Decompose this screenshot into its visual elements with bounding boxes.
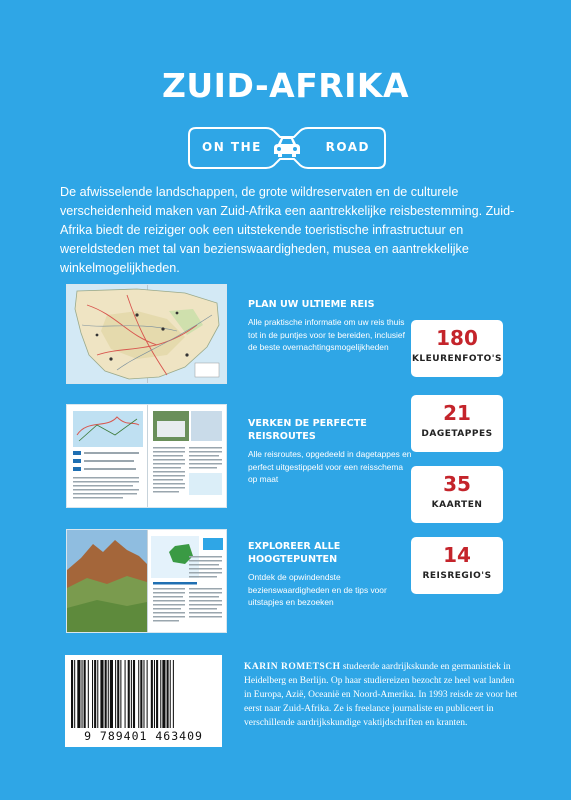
badge-label-left: ON THE: [202, 140, 262, 154]
barcode-stripe: [92, 660, 93, 728]
feature-text: Alle praktische informatie om uw reis thuis tot in de puntjes voor te bereiden, inclusief de beste overnachtingsmogelijkheden: [248, 317, 405, 352]
barcode-stripe: [133, 660, 135, 728]
stat-regions: [411, 537, 503, 594]
barcode-stripe: [105, 660, 107, 728]
barcode-stripe: [147, 660, 148, 728]
barcode: [65, 655, 222, 747]
isbn-number: 9 789401 463409: [84, 729, 203, 743]
author-name: KARIN ROMETSCH: [244, 662, 341, 672]
stat-unit: DAGETAPPES: [421, 429, 493, 439]
highlights-pages-image: [67, 530, 227, 633]
barcode-stripe: [125, 660, 126, 728]
feature-routes: [248, 417, 413, 486]
barcode-stripe: [110, 660, 113, 728]
barcode-stripe: [82, 660, 83, 728]
barcode-bars: [71, 660, 216, 728]
feature-text: Ontdek de opwindendste bezienswaardigheden en de tips voor uitstapjes en bezoeken: [248, 572, 387, 607]
route-pages-image: [67, 405, 227, 508]
stat-photos: [411, 320, 503, 377]
barcode-stripe: [128, 660, 130, 728]
map-image: [67, 285, 227, 384]
intro-text: De afwisselende landschappen, de grote wildreservaten en de culturele verscheidenheid maken van Zuid-Afrika een aantrekkelijke reisbestemming. Zuid-Afrika biedt de reiziger ook een uitstekende toeristische infrastructuur en wereldsteden met tal van bezienswaardigheden, musea en aantrekkelijke winkelmogelijkheden.: [60, 185, 515, 275]
barcode-stripe: [88, 660, 89, 728]
barcode-stripe: [138, 660, 139, 728]
feature-plan: [248, 298, 413, 354]
barcode-stripe: [117, 660, 119, 728]
barcode-stripe: [115, 660, 116, 728]
barcode-stripe: [100, 660, 103, 728]
stat-unit: KAARTEN: [431, 500, 483, 510]
feature-highlights: [248, 540, 413, 609]
feature-title: EXPLOREER ALLE HOOGTEPUNTEN: [248, 541, 341, 565]
barcode-stripe: [140, 660, 142, 728]
book-title: ZUID-AFRIKA: [161, 66, 410, 105]
barcode-stripe: [97, 660, 98, 728]
stat-number: 180: [436, 326, 478, 350]
map-spread-thumbnail: [66, 284, 227, 384]
route-spread-thumbnail: [66, 404, 227, 508]
on-the-road-badge: [188, 127, 386, 169]
barcode-stripe: [156, 660, 158, 728]
barcode-stripe: [154, 660, 155, 728]
author-bio-text: studeerde aardrijkskunde en germanistiek in Heidelberg en Berlijn. Op haar studiereizen bezocht ze heel wat landen in Europa, Azië, Oceanië en Noord-Amerika. In 1993 reisde ze voor het eerst naar Zuid-Afrika. Ze is freelance journaliste en publiceert in verschillende aardrijkskundige vaktijdschriften en kranten.: [244, 662, 518, 728]
feature-title: VERKEN DE PERFECTE REISROUTES: [248, 418, 367, 442]
barcode-stripe: [108, 660, 109, 728]
car-icon: [272, 135, 302, 161]
barcode-stripe: [84, 660, 86, 728]
barcode-stripe: [151, 660, 153, 728]
feature-text: Alle reisroutes, opgedeeld in dagetappes en perfect uitgestippeld voor een reisschema op maat: [248, 449, 412, 484]
barcode-stripe: [170, 660, 171, 728]
highlights-spread-thumbnail: [66, 529, 227, 633]
barcode-stripe: [143, 660, 144, 728]
barcode-stripe: [77, 660, 80, 728]
barcode-stripe: [173, 660, 174, 728]
stat-day-stages: [411, 395, 503, 452]
barcode-stripe: [131, 660, 132, 728]
barcode-stripe: [160, 660, 161, 728]
author-bio: [244, 660, 519, 730]
feature-title: PLAN UW ULTIEME REIS: [248, 299, 375, 310]
barcode-stripe: [71, 660, 73, 728]
stat-number: 21: [443, 401, 471, 425]
stat-unit: KLEURENFOTO'S: [411, 354, 503, 364]
stat-maps: [411, 466, 503, 523]
barcode-stripe: [94, 660, 96, 728]
badge-label-right: ROAD: [325, 140, 370, 154]
stat-number: 14: [443, 543, 471, 567]
stat-unit: REISREGIO'S: [422, 571, 492, 581]
stat-number: 35: [443, 472, 471, 496]
barcode-stripe: [167, 660, 169, 728]
barcode-stripe: [120, 660, 121, 728]
barcode-stripe: [74, 660, 75, 728]
barcode-stripe: [162, 660, 165, 728]
